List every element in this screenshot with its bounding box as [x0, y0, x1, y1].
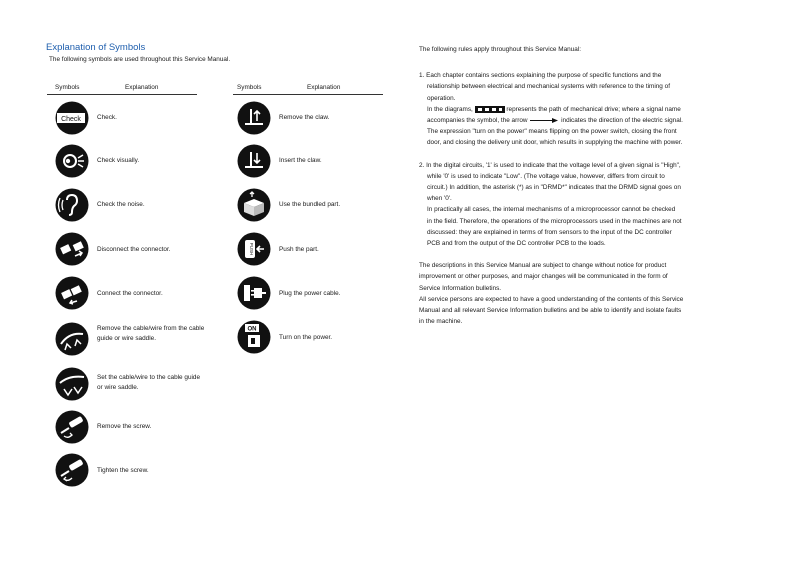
closing-line5: Manual and all relevant Service Information bulletins and be able to identify and isolate faults [419, 307, 682, 315]
page-subtitle: The following symbols are used throughout this Service Manual. [49, 56, 231, 63]
label-remove-claw: Remove the claw. [279, 114, 330, 121]
rule1-line6: The expression "turn on the power" means flipping on the power switch, closing the front [427, 128, 677, 136]
closing-line6: in the machine. [419, 318, 463, 326]
label-disconnect: Disconnect the connector. [97, 246, 171, 253]
label-bundled-part: Use the bundled part. [279, 201, 341, 208]
svg-text:Check: Check [61, 116, 81, 123]
rule2-line8: PCB and from the output of the DC controller PCB to the loads. [427, 240, 606, 248]
header-explanation-1: Explanation [125, 84, 159, 91]
rule2-line2: while '0' is used to indicate "Low". (The voltage value, however, differs from circuit to [427, 172, 665, 180]
mechanical-drive-icon [475, 106, 505, 113]
label-check-visually: Check visually. [97, 157, 140, 164]
disconnect-icon [55, 232, 89, 266]
page-title: Explanation of Symbols [46, 42, 146, 53]
rules-text [419, 44, 759, 327]
power-on-icon [237, 320, 271, 354]
rule1-line5: accompanies the symbol, the arrow indicates the direction of the electric signal. [427, 117, 683, 125]
rule2-line4: when '0'. [427, 195, 452, 203]
push-icon [237, 232, 271, 266]
rule2-line6: in the field. Therefore, the operations of the microprocessors used in the machines are not [427, 217, 682, 225]
rules-intro: The following rules apply throughout this Service Manual: [419, 46, 581, 53]
ear-icon [55, 188, 89, 222]
rule1-line1: 1. Each chapter contains sections explaining the purpose of specific functions and the [419, 72, 662, 80]
rule1-line4: In the diagrams, represents the path of mechanical drive; where a signal name [427, 105, 681, 113]
insert-claw-icon [237, 144, 271, 178]
set-cable-icon [55, 367, 89, 401]
screwdriver-tighten-icon [55, 453, 89, 487]
rule1-line7: door, and closing the delivery unit door, which results in supplying the machine with power. [427, 139, 683, 147]
label-plug-power: Plug the power cable. [279, 290, 341, 297]
label-connect: Connect the connector. [97, 290, 163, 297]
header-rule-2 [233, 94, 383, 95]
header-rule-1 [47, 94, 197, 95]
closing-line4: All service persons are expected to have a good understanding of the contents of this Service [419, 295, 684, 303]
header-explanation-2: Explanation [307, 84, 341, 91]
svg-text:PUSH: PUSH [249, 242, 254, 256]
rule2-line1: 2. In the digital circuits, '1' is used to indicate that the voltage level of a given signal is "High", [419, 161, 681, 169]
rule1-line3: operation. [427, 94, 456, 102]
label-check-noise: Check the noise. [97, 201, 145, 208]
closing-line1: The descriptions in this Service Manual are subject to change without notice for product [419, 262, 667, 270]
check-icon [55, 101, 89, 135]
rule2-line3: circuit.) In addition, the asterisk (*) as in "DRMD*" indicates that the DRMD signal goes on [427, 184, 681, 192]
plug-icon [237, 276, 271, 310]
label-power-on: Turn on the power. [279, 334, 333, 341]
label-set-cable: Set the cable/wire to the cable guide or wire saddle. [97, 374, 201, 391]
header-symbols-1: Symbols [55, 84, 80, 91]
label-insert-claw: Insert the claw. [279, 157, 322, 164]
label-remove-screw: Remove the screw. [97, 423, 152, 430]
bundled-part-icon [237, 188, 271, 222]
label-push: Push the part. [279, 246, 319, 253]
connect-icon [55, 276, 89, 310]
remove-claw-icon [237, 101, 271, 135]
signal-arrow-icon [529, 117, 559, 124]
rule2-line5: In practically all cases, the internal mechanisms of a microprocessor cannot be checked [427, 206, 676, 214]
label-check: Check. [97, 114, 117, 121]
label-remove-cable: Remove the cable/wire from the cable guide or wire saddle. [97, 325, 205, 342]
eye-icon [55, 144, 89, 178]
label-tighten-screw: Tighten the screw. [97, 467, 149, 474]
rule1-line2: relationship between electrical and mechanical systems with reference to the timing of [427, 83, 670, 91]
closing-line3: Service Information bulletins. [419, 284, 502, 292]
screwdriver-remove-icon [55, 410, 89, 444]
remove-cable-icon [55, 322, 89, 356]
rule2-line7: discussed: they are explained in terms of from sensors to the input of the DC controller [427, 228, 672, 236]
closing-line2: improvement or other purposes, and major changes will be communicated in the form of [419, 273, 668, 281]
svg-text:ON: ON [247, 326, 257, 333]
header-symbols-2: Symbols [237, 84, 262, 91]
